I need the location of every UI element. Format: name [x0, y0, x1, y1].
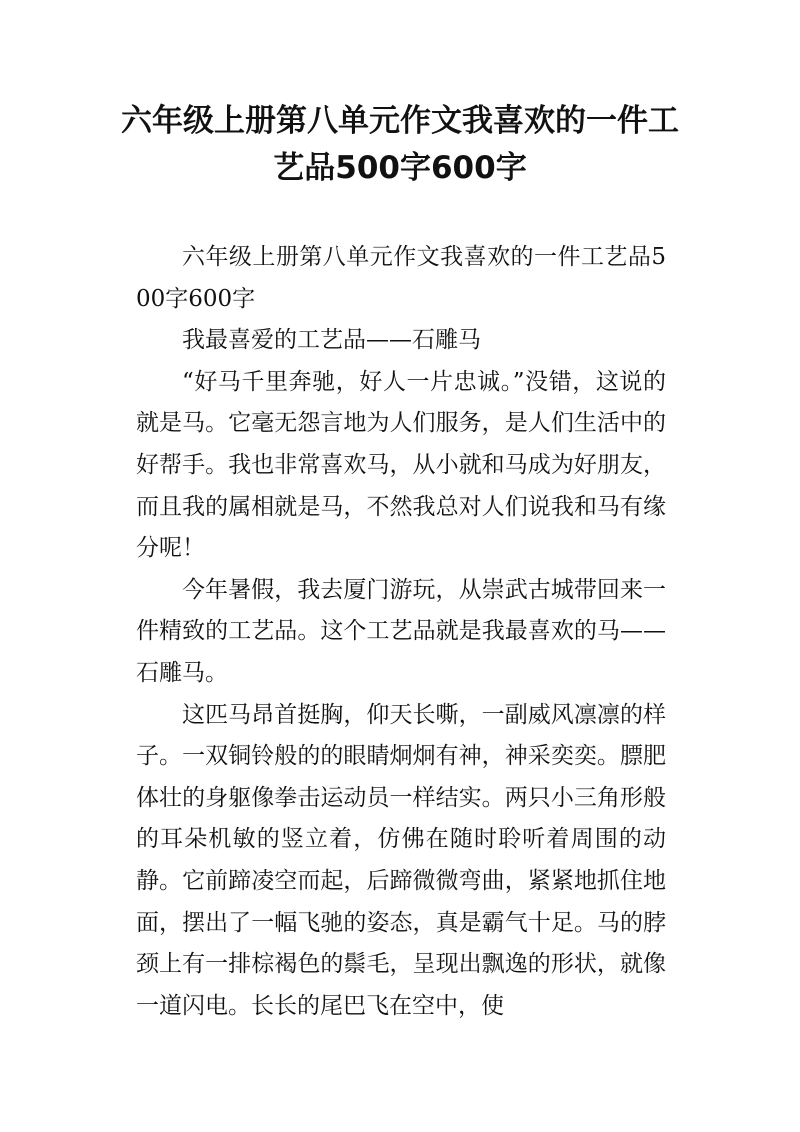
paragraph-subtitle: 六年级上册第八单元作文我喜欢的一件工艺品500字600字 — [136, 244, 666, 312]
paragraph-heading: 我最喜爱的工艺品——石雕马 — [182, 327, 481, 354]
document-body — [136, 237, 666, 1027]
paragraph-intro: “好马千里奔驰，好人一片忠诚。”没错，这说的就是马。它毫无怨言地为人们服务，是人们生活中的好帮手。我也非常喜欢马，从小就和马成为好朋友，而且我的属相就是马，不然我总对人们说我和马有缘分呢！ — [136, 368, 666, 562]
paragraph-description: 这匹马昂首挺胸，仰天长嘶，一副威风凛凛的样子。一双铜铃般的的眼睛炯炯有神，神采奕奕。膘肥体壮的身躯像拳击运动员一样结实。两只小三角形般的耳朵机敏的竖立着，仿佛在随时聆听着周围的动静。它前蹄凌空而起，后蹄微微弯曲，紧紧地抓住地面，摆出了一幅飞驰的姿态，真是霸气十足。马的脖颈上有一排棕褐色的鬃毛，呈现出飘逸的形状，就像一道闪电。长长的尾巴飞在空中，使 — [136, 701, 666, 1019]
paragraph-trip: 今年暑假，我去厦门游玩，从崇武古城带回来一件精致的工艺品。这个工艺品就是我最喜欢的马——石雕马。 — [136, 576, 666, 686]
document-title: 六年级上册第八单元作文我喜欢的一件工艺品500字600字 — [121, 103, 679, 186]
